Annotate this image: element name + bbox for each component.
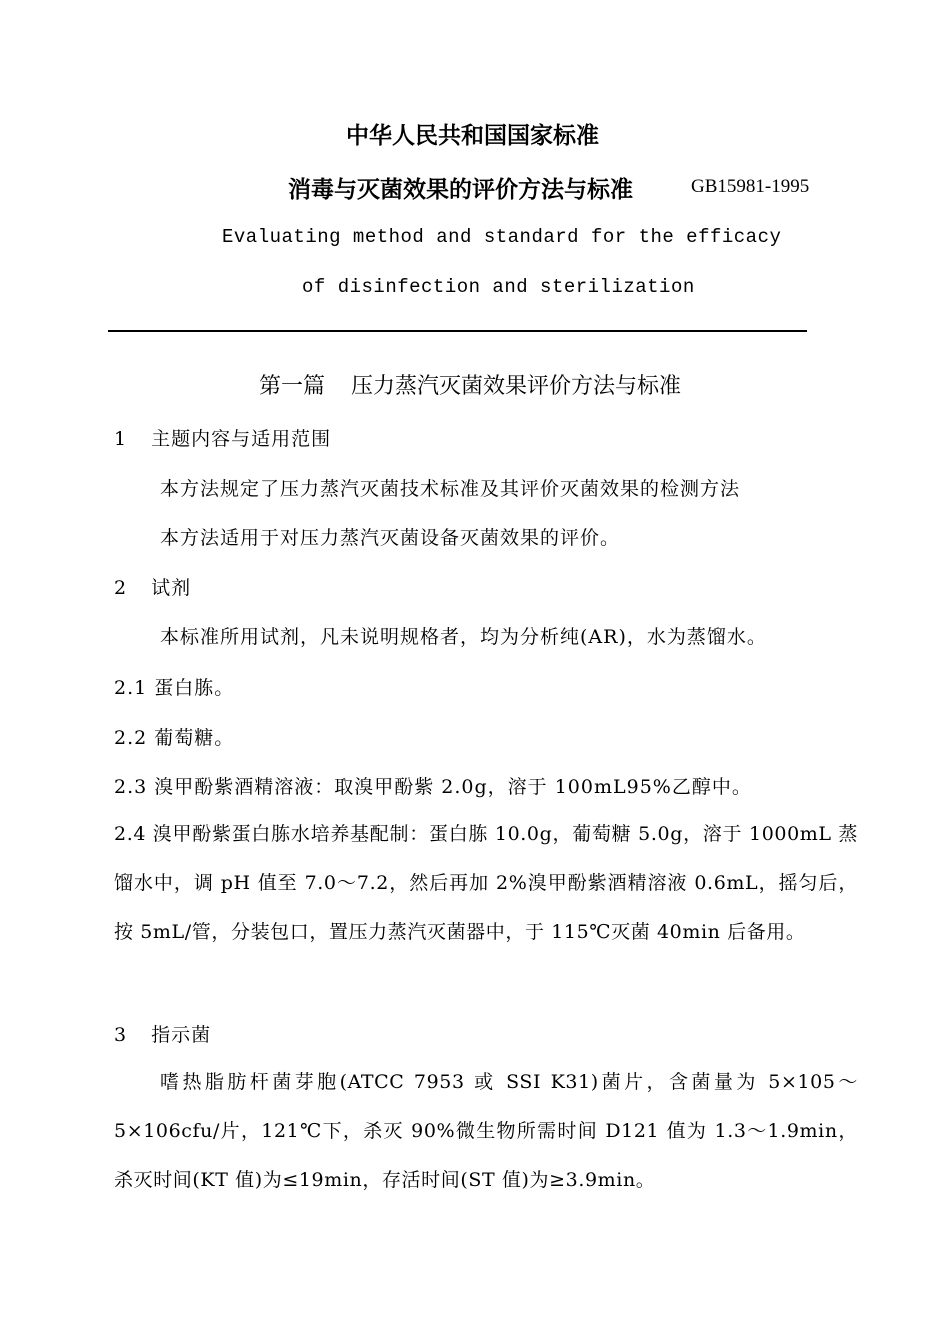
section-heading [114,424,331,451]
section-number: 3 [114,1024,128,1046]
standard-code: GB15981-1995 [691,176,810,197]
section-heading [114,1020,211,1047]
section-title: 试剂 [151,577,192,599]
paragraph: 本方法规定了压力蒸汽灭菌技术标准及其评价灭菌效果的检测方法 [160,478,741,500]
section-number: 1 [114,428,128,450]
header-divider [108,330,807,332]
section-number: 2 [114,577,128,599]
chapter-label: 第一篇 [259,374,326,399]
paragraph: 本标准所用试剂，凡未说明规格者，均为分析纯(AR)，水为蒸馏水。 [160,626,767,648]
list-item: 2.2 葡萄糖。 [114,727,235,749]
document-title: 中华人民共和国国家标准 [346,123,599,149]
english-title-line-1: Evaluating method and standard for the efficacy [222,226,782,248]
english-title-line-2: of disinfection and sterilization [302,276,695,298]
section-heading [114,573,191,600]
list-item: 2.1 蛋白胨。 [114,677,235,699]
document-subtitle: 消毒与灭菌效果的评价方法与标准 [288,177,633,203]
paragraph: 嗜热脂肪杆菌芽胞(ATCC 7953 或 SSI K31)菌片，含菌量为 5×105～5×106cfu/片，121℃下，杀灭 90%微生物所需时间 D121 值为 1.3～1.9min，杀灭时间(KT 值)为≤19min，存活时间(ST 值)为≥3.9min。 [114,1071,858,1191]
chapter-title: 压力蒸汽灭菌效果评价方法与标准 [351,374,682,399]
paragraph: 本方法适用于对压力蒸汽灭菌设备灭菌效果的评价。 [160,527,621,549]
chapter-heading [259,369,681,400]
section-title: 主题内容与适用范围 [151,428,332,450]
list-item: 2.3 溴甲酚紫酒精溶液：取溴甲酚紫 2.0g，溶于 100mL95%乙醇中。 [114,776,752,798]
list-item: 2.4 溴甲酚紫蛋白胨水培养基配制：蛋白胨 10.0g，葡萄糖 5.0g，溶于 1000mL 蒸馏水中，调 pH 值至 7.0～7.2，然后再加 2%溴甲酚紫酒精溶液 0.6mL，摇匀后，按 5mL/管，分装包口，置压力蒸汽灭菌器中，于 115℃灭菌 40min 后备用。 [114,823,858,943]
section-title: 指示菌 [151,1024,212,1046]
